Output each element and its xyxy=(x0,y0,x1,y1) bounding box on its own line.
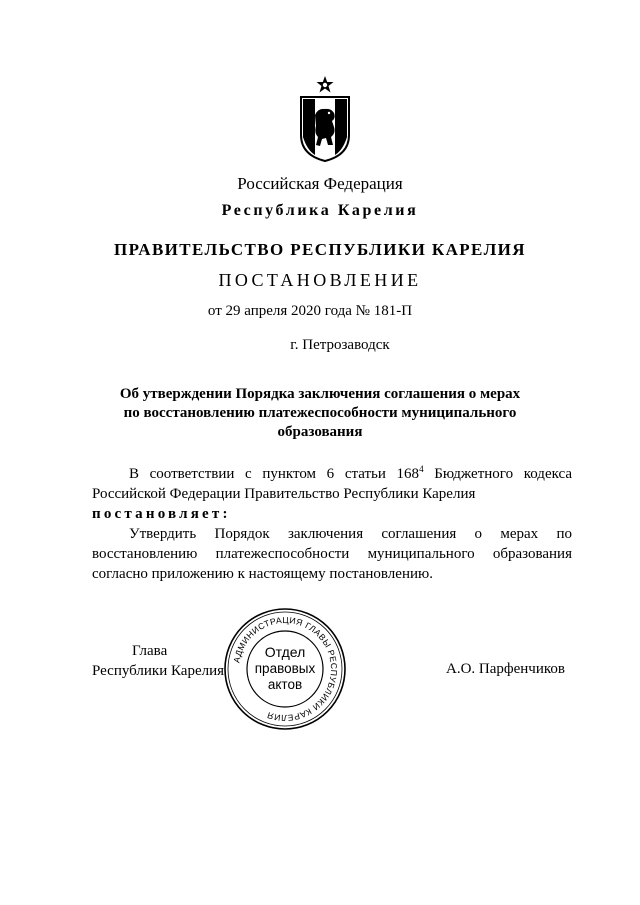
coat-of-arms-emblem xyxy=(298,75,352,163)
official-stamp xyxy=(221,605,349,733)
federation-name: Российская Федерация xyxy=(237,174,403,193)
body-text: В соответствии с пунктом 6 статьи 168 xyxy=(129,466,420,482)
republic-name: Республика Карелия xyxy=(221,202,419,219)
document-date-number: от 29 апреля 2020 года № 181-П xyxy=(207,303,413,319)
signatory-title-line: Республики Карелия xyxy=(92,663,225,679)
signatory-title-line: Глава xyxy=(132,643,168,659)
subject-line: Об утверждении Порядка заключения соглашения о мерах xyxy=(119,386,521,402)
document-type: ПОСТАНОВЛЕНИЕ xyxy=(218,270,422,290)
subject-line: образования xyxy=(277,424,363,440)
stamp-text-line: актов xyxy=(267,677,303,692)
body-paragraph xyxy=(92,464,572,504)
article-superscript: 4 xyxy=(419,464,424,474)
document-city: г. Петрозаводск xyxy=(290,337,390,353)
stamp-text-line: правовых xyxy=(254,661,316,676)
document-body xyxy=(92,464,572,584)
decree-word: постановляет: xyxy=(92,506,231,522)
government-name: ПРАВИТЕЛЬСТВО РЕСПУБЛИКИ КАРЕЛИЯ xyxy=(114,240,526,259)
subject-line: по восстановлению платежеспособности муниципального xyxy=(123,405,517,421)
document-subject xyxy=(100,385,540,442)
body-text: Бюджетного кодекса Российской Федерации Правительство Республики Карелия xyxy=(92,466,573,502)
body-paragraph: Утвердить Порядок заключения соглашения о мерах по восстановлению платежеспособности муниципального образования согласно приложению к настоящему постановлению. xyxy=(92,526,572,582)
stamp-text-line: Отдел xyxy=(264,644,306,660)
signatory-name: А.О. Парфенчиков xyxy=(446,661,565,677)
stamp-ring-text: АДМИНИСТРАЦИЯ ГЛАВЫ РЕСПУБЛИКИ КАРЕЛИЯ xyxy=(231,614,340,724)
